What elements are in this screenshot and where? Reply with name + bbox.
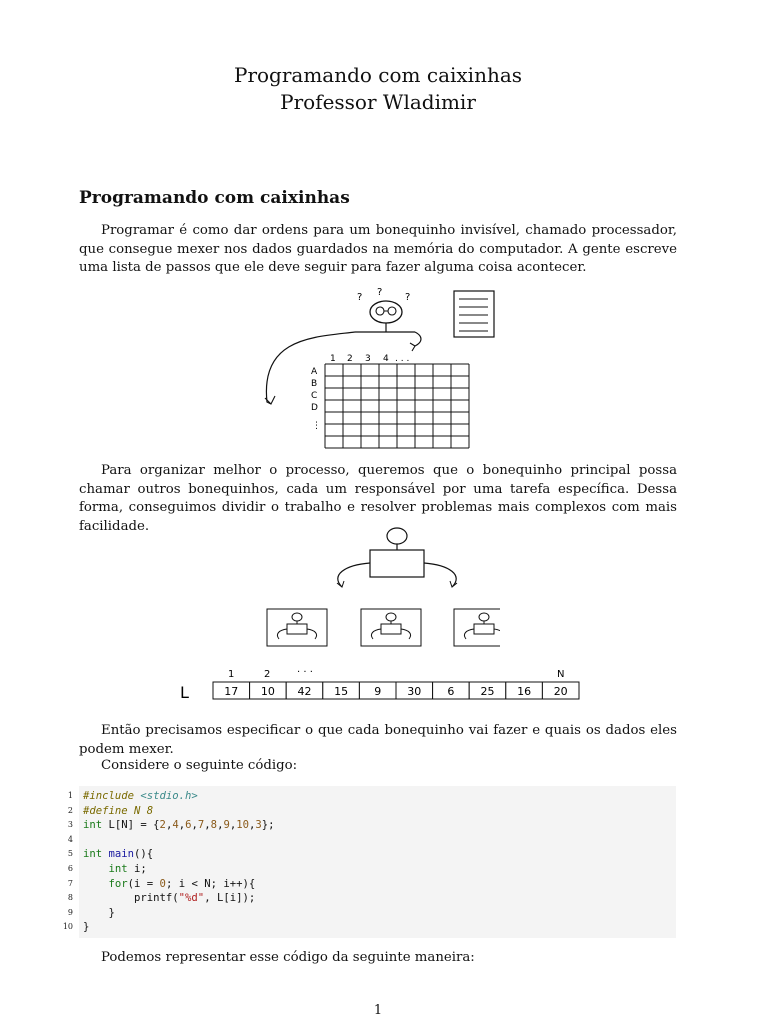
column-label: 4 xyxy=(383,354,389,364)
line-number: 10 xyxy=(62,922,73,932)
array-value: 30 xyxy=(407,685,422,698)
paragraph-4-text: Considere o seguinte código: xyxy=(101,758,298,773)
title-line-1: Programando com caixinhas xyxy=(233,63,523,87)
figure-helpers xyxy=(260,525,500,650)
line-number: 4 xyxy=(67,834,73,844)
array-value: 6 xyxy=(447,685,455,698)
code-listing xyxy=(62,786,676,938)
line-number: 7 xyxy=(67,878,73,888)
paragraph-1-text: Programar é como dar ordens para um bonequinho invisível, chamado processador, que consegue mexer nos dados guardados na memória do computador. A gente escreve uma lista de passos que ele deve seguir para fazer alguma coisa acontecer. xyxy=(79,223,677,275)
code-text: printf("%d", L[i]); xyxy=(83,892,256,905)
row-label: A xyxy=(311,367,318,377)
line-number: 3 xyxy=(67,820,73,830)
row-label: ⋮ xyxy=(312,421,321,431)
code-text: int L[N] = {2,4,6,7,8,9,10,3}; xyxy=(83,819,275,832)
section-heading: Programando com caixinhas xyxy=(79,188,350,208)
page-number: 1 xyxy=(373,1003,383,1018)
document-title xyxy=(0,62,756,116)
paragraph-3 xyxy=(79,722,677,759)
paragraph-5-text: Podemos representar esse código da seguinte maneira: xyxy=(101,950,475,965)
code-text: #include <stdio.h> xyxy=(83,790,198,802)
column-label: 1 xyxy=(330,354,336,364)
figure-array xyxy=(175,663,585,705)
index-label: · · · xyxy=(297,667,313,678)
row-label: D xyxy=(311,403,318,413)
column-label: 2 xyxy=(347,354,353,364)
question-mark: ? xyxy=(405,292,411,303)
helper-figure xyxy=(361,609,421,646)
array-value: 15 xyxy=(334,685,349,698)
paragraph-4 xyxy=(79,757,677,776)
helper-figure xyxy=(454,609,500,646)
array-value: 42 xyxy=(297,685,312,698)
array-value: 16 xyxy=(517,685,532,698)
index-label: 1 xyxy=(228,669,235,680)
line-number: 8 xyxy=(67,893,73,903)
question-mark: ? xyxy=(357,292,363,303)
main-processor-figure xyxy=(337,528,457,587)
code-text: } xyxy=(83,921,90,934)
code-text: #define N 8 xyxy=(83,804,154,817)
index-label: 2 xyxy=(264,669,271,680)
paragraph-5 xyxy=(79,949,677,968)
line-number: 6 xyxy=(67,864,73,873)
code-text: } xyxy=(83,906,115,919)
array-value: 9 xyxy=(374,685,382,698)
title-line-2: Professor Wladimir xyxy=(280,90,476,114)
helper-figure xyxy=(267,609,327,646)
line-number: 1 xyxy=(67,791,73,800)
paragraph-1 xyxy=(79,222,677,278)
index-label: N xyxy=(557,669,565,680)
line-number: 9 xyxy=(67,907,73,917)
row-label: C xyxy=(311,391,318,401)
paragraph-2-text: Para organizar melhor o processo, queremos que o bonequinho principal possa chamar outros bonequinhos, cada um responsável por uma tarefa específica. Dessa forma, conseguimos dividir o trabalho e resolver problemas mais complexos com mais facilidade. xyxy=(79,463,677,534)
array-value: 17 xyxy=(224,685,239,698)
paragraph-3-text: Então precisamos especificar o que cada bonequinho vai fazer e quais os dados eles podem mexer. xyxy=(79,723,677,757)
array-name: L xyxy=(180,683,189,702)
question-mark: ? xyxy=(377,287,383,298)
instruction-list-icon xyxy=(454,291,494,337)
code-text: int main(){ xyxy=(83,848,154,861)
column-label: . . . xyxy=(395,354,410,364)
array-value: 25 xyxy=(480,685,495,698)
code-text: int i; xyxy=(108,863,147,875)
helper-figures xyxy=(267,609,500,646)
code-text: for(i = 0; i < N; i++){ xyxy=(108,877,256,890)
array-value: 10 xyxy=(260,685,275,698)
column-label: 3 xyxy=(365,354,371,364)
line-number: 2 xyxy=(67,805,73,815)
row-label: B xyxy=(311,379,318,389)
array-value: 20 xyxy=(553,685,568,698)
line-number: 5 xyxy=(67,849,73,859)
memory-grid xyxy=(325,364,469,448)
figure-processor-memory xyxy=(255,282,500,450)
array-cells xyxy=(213,682,579,699)
